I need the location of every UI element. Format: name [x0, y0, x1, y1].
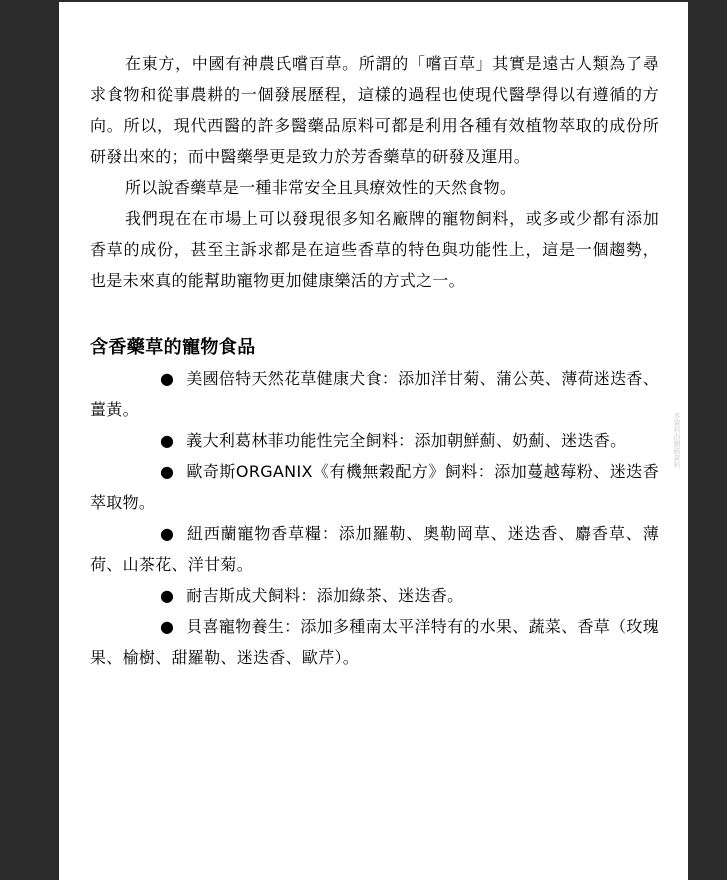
list-item-text: 義大利葛林菲功能性完全飼料：添加朝鮮薊、奶薊、迷迭香。	[186, 431, 627, 450]
bullet-icon: ●	[160, 524, 175, 543]
intro-paragraph-3: 我們現在在市場上可以發現很多知名廠牌的寵物飼料，或多或少都有添加香草的成份，甚至主訴求都是在這些香草的特色與功能性上，這是一個趨勢，也是未來真的能幫助寵物更加健康樂活的方式之一。	[90, 209, 659, 290]
list-item	[90, 425, 659, 456]
list-item	[90, 580, 659, 611]
list-item	[90, 363, 659, 425]
intro-paragraph-1: 在東方，中國有神農氏嚐百草。所謂的「嚐百草」其實是遠古人類為了尋求食物和從事農耕的一個發展歷程，這樣的過程也使現代醫學得以有遵循的方向。所以，現代西醫的許多醫藥品原料可都是利用各種有效植物萃取的成份所研發出來的；而中醫藥學更是致力於芳香藥草的研發及運用。	[90, 54, 659, 166]
page-content	[90, 48, 659, 673]
bullet-icon: ●	[160, 586, 175, 605]
list-item-text: 紐西蘭寵物香草糧：添加羅勒、奧勒岡草、迷迭香、麝香草、薄荷、山茶花、洋甘菊。	[90, 524, 659, 574]
list-item	[90, 518, 659, 580]
list-item-text: 貝喜寵物養生：添加多種南太平洋特有的水果、蔬菜、香草（玫瑰果、榆樹、甜羅勒、迷迭香、歐芹）。	[90, 617, 659, 667]
bullet-icon: ●	[160, 462, 175, 481]
bullet-icon: ●	[160, 369, 175, 388]
section-heading: 含香藥草的寵物食品	[90, 337, 256, 358]
list-item-text: 歐奇斯ORGANIX《有機無穀配方》飼料：添加蔓越莓粉、迷迭香萃取物。	[90, 462, 659, 512]
list-item-text: 耐吉斯成犬飼料：添加綠茶、迷迭香。	[186, 586, 464, 605]
intro-paragraph-2: 所以說香藥草是一種非常安全且具療效性的天然食物。	[125, 178, 517, 197]
list-item	[90, 456, 659, 518]
document-page	[59, 2, 688, 880]
margin-note: 本資料由網路資料	[673, 412, 681, 468]
bullet-icon: ●	[160, 617, 175, 636]
list-item-text: 美國倍特天然花草健康犬食：添加洋甘菊、蒲公英、薄荷迷迭香、薑黃。	[90, 369, 659, 419]
list-item	[90, 611, 659, 673]
bullet-icon: ●	[160, 431, 175, 450]
